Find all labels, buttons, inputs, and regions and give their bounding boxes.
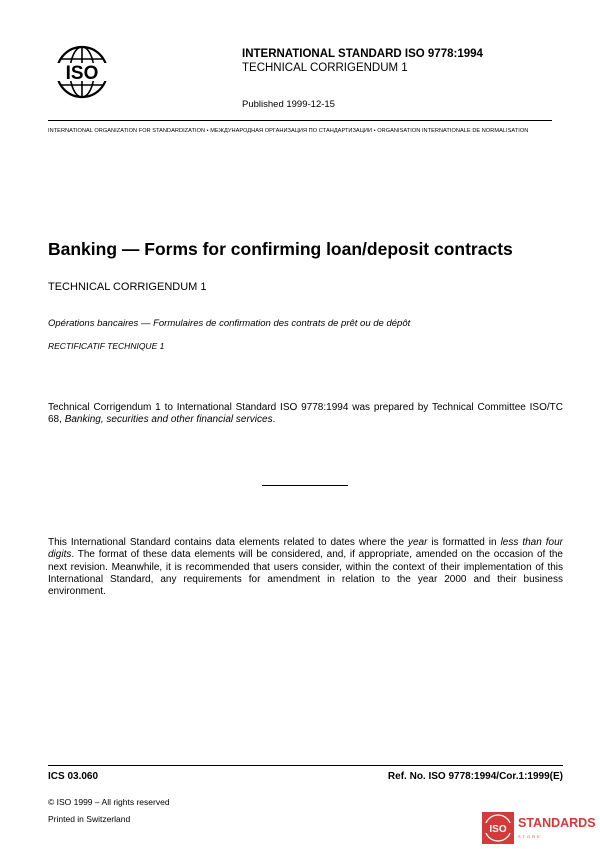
store-iso-text: ISO (489, 824, 507, 835)
reference-number: Ref. No. ISO 9778:1994/Cor.1:1999(E) (387, 771, 563, 782)
corrigendum-subtitle: TECHNICAL CORRIGENDUM 1 (242, 62, 408, 74)
organization-names: INTERNATIONAL ORGANIZATION FOR STANDARDIZATION • МЕЖДУНАРОДНАЯ ОРГАНИЗАЦИЯ ПО СТАНДАРТИЗАЦИИ • ORGANISATION INTERNATIONALE DE NORMALISATION (48, 128, 529, 134)
notice-text-2: is formatted in (427, 537, 501, 548)
committee-name: Banking, securities and other financial services (64, 414, 273, 426)
iso-logo (54, 44, 110, 100)
french-title: Opérations bancaires — Formulaires de confirmation des contrats de prêt ou de dépôt (48, 318, 411, 329)
notice-year: year (407, 537, 428, 548)
store-badge-label: STANDARDS (518, 816, 596, 830)
french-corrigendum-label: RECTIFICATIF TECHNIQUE 1 (48, 341, 165, 351)
section-divider (262, 485, 348, 486)
published-date: Published 1999-12-15 (242, 99, 335, 110)
iso-logo-text: ISO (65, 63, 99, 84)
document-title: Banking — Forms for confirming loan/deposit contracts (48, 239, 513, 259)
standard-title: INTERNATIONAL STANDARD ISO 9778:1994 (242, 48, 483, 60)
store-iso-icon (482, 812, 514, 844)
standards-store-badge (482, 812, 594, 844)
store-badge-sub: STORE (518, 834, 542, 839)
notice-text-1: This International Standard contains data elements related to dates where the (48, 537, 408, 548)
store-badge-square (482, 812, 514, 844)
header-rule (48, 120, 552, 121)
intro-text: Technical Corrigendum 1 to International Standard ISO 9778:1994 was prepared by Technical Committee ISO/TC 68, (48, 402, 563, 426)
printed-location: Printed in Switzerland (48, 814, 131, 824)
intro-paragraph (48, 402, 563, 427)
notice-less: less than four digits (48, 537, 563, 561)
copyright-notice: © ISO 1999 – All rights reserved (48, 797, 170, 807)
ics-code: ICS 03.060 (48, 771, 99, 782)
footer-rule (48, 765, 563, 766)
intro-end: . (272, 414, 276, 426)
corrigendum-label: TECHNICAL CORRIGENDUM 1 (48, 281, 207, 293)
notice-text-3: . The format of these data elements will be considered, and, if appropriate, amended on the occasion of the next revision. Meanwhile, it is recommended that users consider, within the context of their implementation of this International Standard, any requirements for amendment in relation to the year 2000 and their business environment. (48, 549, 563, 598)
notice-paragraph (48, 537, 563, 598)
